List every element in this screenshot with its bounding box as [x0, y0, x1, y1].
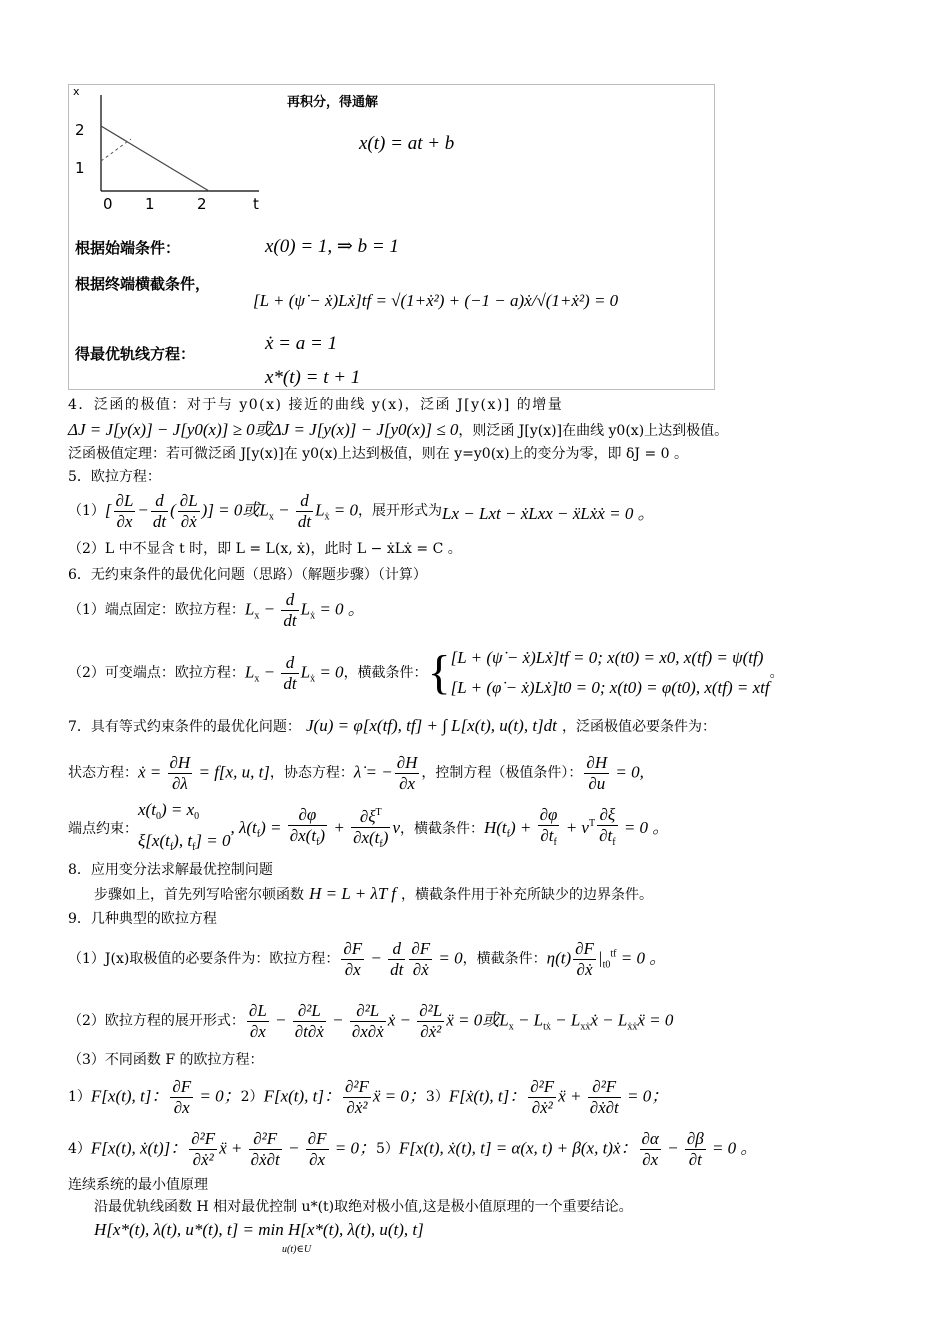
s7-title: 7．具有等式约束条件的最优化问题：: [68, 719, 301, 735]
s9-case5-label: 5）: [376, 1141, 399, 1157]
s6-conditions: [451, 643, 770, 703]
s7-transversal-label: ，横截条件：: [399, 821, 484, 837]
s7-title-line: [68, 716, 716, 736]
s6-item2-mid: ，横截条件：: [343, 665, 428, 681]
s9-item2: [68, 996, 673, 1046]
x-tick-0: 0: [103, 195, 113, 213]
s9-case1-label: 1）: [68, 1089, 91, 1105]
s9-case1-eq: F[x(t), t]： $\frac{\partial F}{\partial x}$ = 0；: [90, 1076, 241, 1117]
s5-item1-label: （1）: [68, 503, 105, 519]
s6-item1-label: （1）端点固定：欧拉方程：: [68, 602, 245, 618]
s5-euler-eq: [ $\frac{\partial L}{\partial x}$ − $\frac{d}{dt}$ ( $\frac{\partial L}{\text{∂ẋ}}$ )] = 0或$L_x$ − $\frac{d}{dt}$ $L_ẋ = 0$: [104, 490, 359, 531]
s4-line1: 4．泛函的极值：对于与 y0(x) 接近的曲线 y(x)，泛函 J[y(x)] 的增量: [68, 397, 564, 413]
s9-item1-mid: ，横截条件：: [462, 951, 547, 967]
s6-cond1: [L + (ψ̇ − ẋ)Lẋ]tf = 0; x(t0) = x0, x(tf) = ψ(tf): [450, 648, 764, 667]
s6-brace: {: [427, 646, 451, 699]
s4-line2: [68, 415, 728, 440]
s5-item1: [68, 486, 655, 536]
y-tick-2: 2: [75, 121, 85, 139]
s5-item1-text: ，展开形式为: [358, 503, 443, 519]
s9-cases-row2: [68, 1124, 757, 1174]
s6-title: 6．无约束条件的最优化问题（思路）（解题步骤）（计算）: [68, 567, 427, 583]
optimal-trajectory-line: [101, 126, 209, 191]
optimal-label: 得最优轨线方程：: [75, 345, 196, 363]
s6-cond2: [L + (φ̇ − ẋ)Lẋ]t0 = 0; x(t0) = φ(t0), x(tf) = xtf: [450, 678, 770, 697]
s7-costate-eq: λ̇ = − $\frac{\partial H}{\partial x}$: [353, 752, 418, 793]
s9-item2-label: （2）欧拉方程的展开形式：: [68, 1013, 245, 1029]
solution-figure: [68, 84, 715, 390]
s6-item1: [68, 586, 365, 634]
s7-endpoint-eq: $x(t_0) = x_0$ $\xi[x(t_f)$, $t_f] = 0$: [138, 800, 231, 853]
s9-cases-row1: [68, 1072, 668, 1122]
terminal-condition-label: 根据终端横截条件，: [75, 275, 211, 293]
s9-item1-eq: $\frac{\partial F}{\partial x}$ − $\frac{d}{dt}$ $\frac{\partial F}{\text{∂ẋ}}$ = 0: [343, 938, 463, 979]
s9-item2-eq: $\frac{\partial L}{\partial x}$ − $\frac{\text{∂²L}}{\text{∂t∂ẋ}}$ − $\frac{\text{∂²L}}{\text{∂x∂ẋ}}$ ẋ − $\frac{\text{∂²L}}{\text{∂ẋ²}}$ ẍ = 0或$L_x - L_{tẋ}$ − $L_{xẋ}ẋ$ − $L_{ẋẋ}ẍ = 0$: [248, 1000, 674, 1041]
s9-title: 9．几种典型的欧拉方程: [68, 911, 217, 927]
s7-control-eq: $\frac{\partial H}{\partial u}$ = 0,: [586, 752, 644, 793]
s9-case4-label: 4）: [68, 1141, 91, 1157]
s9-case4-eq: F[x(t), ẋ(t)]： $\frac{\text{∂²F}}{\text{∂ẋ²}}$ ẍ + $\frac{\text{∂²F}}{\text{∂ẋ∂t}}$ − $\frac{\partial F}{\partial x}$ = 0；: [90, 1128, 376, 1169]
initial-condition-label: 根据始端条件：: [75, 239, 181, 257]
initial-curve-line: [101, 139, 131, 161]
min-principle-title: 连续系统的最小值原理: [68, 1177, 208, 1193]
y-tick-1: 1: [75, 159, 85, 177]
s7-state-eq: ẋ = $\frac{\partial H}{\partial\lambda}$ = f[x, u, t]: [138, 752, 270, 793]
s7-endpoint-line: [68, 800, 669, 858]
s7-transversal-eq: $H(t_f)$ + $\frac{\partial\varphi}{\partial t_f}$ + $v^T$ $\frac{\partial\xi}{\partial t_f}$ = 0 。: [483, 805, 670, 848]
s7-title-tail: ，泛函极值必要条件为：: [561, 719, 716, 735]
x-tick-2: 2: [197, 195, 207, 213]
s9-item1-transversal: η(t) $\frac{\partial F}{\text{∂ẋ}}$ $|_{t0}^{tf} = 0$ 。: [546, 938, 667, 979]
s4-line2-text: ，则泛函 J[y(x)]在曲线 y0(x)上达到极值。: [458, 423, 729, 439]
s8-hamiltonian-eq: H = L + λT f: [309, 884, 396, 903]
terminal-condition-eq: [L + (ψ̇ − ẋ)Lẋ]tf = √(1+ẋ²) + (−1 − a)ẋ/√(1+ẋ²) = 0: [253, 291, 619, 310]
s6-item1-eq: $L_x$ − $\frac{d}{dt}$ $L_ẋ = 0$ 。: [244, 589, 365, 630]
s8-title: 8．应用变分法求解最优控制问题: [68, 862, 273, 878]
optimal-eq2: x*(t) = t + 1: [265, 367, 361, 388]
min-principle-eq-sub: u(t)∈U: [282, 1244, 312, 1255]
s9-case3-eq: F[ẋ(t), t]： $\frac{\text{∂²F}}{\text{∂ẋ²}}$ ẍ + $\frac{\text{∂²F}}{\text{∂ẋ∂t}}$ = 0；: [448, 1076, 669, 1117]
s7-state-label: 状态方程：: [68, 765, 138, 781]
s6-item2-eq: $L_x$ − $\frac{d}{dt}$ $L_ẋ = 0$: [244, 652, 344, 693]
integrate-heading: 再积分，得通解: [287, 95, 379, 110]
optimal-eq1: ẋ = a = 1: [265, 333, 338, 354]
s7-lambda-eq: , $\lambda(t_f)$ = $\frac{\partial\varphi}{\partial x(t_f)}$ + $\frac{\partial\xi^T}{\partial x(t_f)}$ v: [230, 805, 400, 850]
min-principle-eq: H[x*(t), λ(t), u*(t), t] = min H[x*(t), λ(t), u(t), t]: [94, 1220, 424, 1239]
s9-case5-eq: F[x(t), ẋ(t), t] = α(x, t) + β(x, t)ẋ： $\frac{\partial\alpha}{\partial x}$ − $\frac{\partial\beta}{\partial t}$ = 0 。: [398, 1128, 758, 1169]
s7-costate-label: ，协态方程：: [269, 765, 354, 781]
s9-item3-label: （3）不同函数 F 的欧拉方程：: [68, 1052, 264, 1068]
s8-body-text: 步骤如上，首先列写哈密尔顿函数: [94, 887, 304, 903]
s6-period: 。: [769, 665, 784, 681]
s4-increment-eq: ΔJ = J[y(x)] − J[y0(x)] ≥ 0或ΔJ = J[y(x)] − J[y0(x)] ≤ 0: [68, 420, 459, 439]
s7-endpoint-label: 端点约束：: [68, 821, 138, 837]
min-principle-body: 沿最优轨线函数 H 相对最优控制 u*(t)取绝对极小值,这是极小值原理的一个重要结论。: [94, 1199, 633, 1215]
s5-title: 5．欧拉方程：: [68, 469, 161, 485]
s8-body: [94, 884, 653, 904]
s4-line3: 泛函极值定理：若可微泛函 J[y(x)]在 y0(x)上达到极值，则在 y=y0(x)上的变分为零，即 δJ = 0 。: [68, 446, 689, 462]
s7-control-label: ，控制方程（极值条件）：: [421, 765, 583, 781]
s9-case3-label: 3）: [425, 1089, 449, 1105]
line-graph: [69, 85, 269, 225]
axis-x-label: x: [73, 85, 80, 98]
s9-case2-label: 2）: [240, 1089, 264, 1105]
s7-state-line: [68, 748, 644, 798]
general-solution-eq: x(t) = at + b: [359, 133, 455, 154]
s9-item1-label: （1）J(x)取极值的必要条件为：欧拉方程：: [68, 951, 340, 967]
axis-t-label: t: [253, 195, 259, 213]
s9-item1: [68, 934, 666, 984]
s6-item2-label: （2）可变端点：欧拉方程：: [68, 665, 245, 681]
s8-body-tail: ，横截条件用于补充所缺少的边界条件。: [401, 887, 654, 903]
s6-item2: [68, 638, 784, 708]
s5-item2: （2）L 中不显含 t 时，即 L = L(x, ẋ)，此时 L − ẋLẋ = C 。: [68, 541, 462, 557]
initial-condition-eq: x(0) = 1, ⇒ b = 1: [265, 236, 399, 257]
s9-case2-eq: F[x(t), t]： $\frac{\text{∂²F}}{\text{∂ẋ²}}$ ẍ = 0；: [263, 1076, 426, 1117]
s5-expanded-eq: Lx − Lxt − ẋLxx − ẍLẋẋ = 0 。: [442, 503, 655, 523]
x-tick-1: 1: [145, 195, 155, 213]
s7-cost-functional: J(u) = φ[x(tf), tf] + ∫ L[x(t), u(t), t]dt: [306, 716, 557, 735]
